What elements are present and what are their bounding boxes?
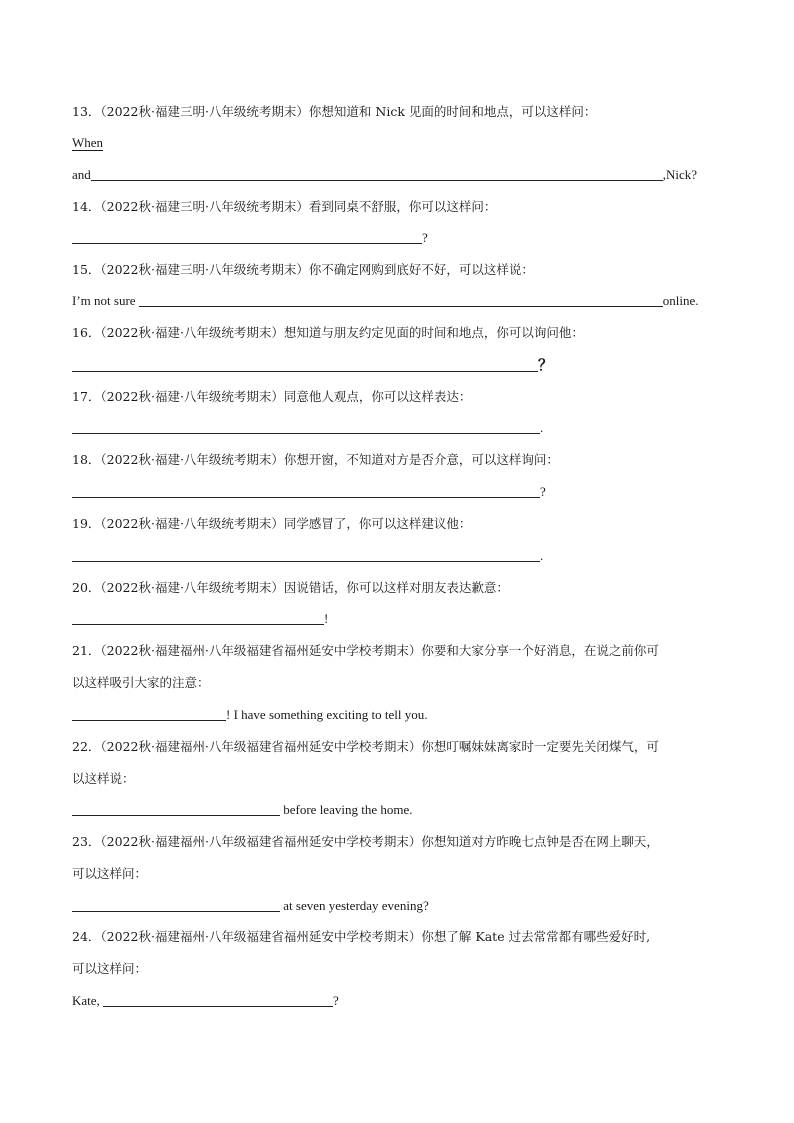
question-16-answer-line — [72, 357, 732, 374]
question-14-blank[interactable] — [72, 230, 422, 244]
question-16-suffix: ？ — [538, 356, 554, 374]
question-15-suffix: online. — [662, 293, 699, 308]
question-22-answer-line — [72, 802, 732, 818]
question-18-answer-line — [72, 484, 732, 500]
question-22-prompt: 22．（2022秋·福建福州·八年级福建省福州延安中学校考期末）你想叮嘱妹妹离家时一定要先关闭煤气，可 — [72, 739, 659, 754]
question-23-blank[interactable] — [72, 898, 280, 912]
question-24-blank[interactable] — [103, 993, 333, 1007]
question-13-line-1-prefix: When — [72, 135, 104, 150]
question-16-blank[interactable] — [72, 358, 538, 372]
question-13-answer-line-2 — [72, 167, 732, 183]
question-22-suffix: before leaving the home. — [280, 802, 413, 817]
question-20-suffix: ! — [324, 611, 329, 626]
question-17-answer-line — [72, 420, 732, 436]
question-23-suffix: at seven yesterday evening? — [280, 898, 429, 913]
question-17-blank[interactable] — [72, 420, 540, 434]
question-19-answer-line — [72, 548, 732, 564]
question-13-line-2-prefix: and — [72, 167, 91, 182]
question-23-prompt-continued: 可以这样问： — [72, 866, 148, 881]
question-22-prompt-continued: 以这样说： — [72, 771, 135, 786]
question-15-prefix: I’m not sure — [72, 293, 136, 308]
question-15-prompt: 15．（2022秋·福建三明·八年级统考期末）你不确定网购到底好不好，可以这样说： — [72, 262, 534, 277]
question-17-prompt: 17．（2022秋·福建·八年级统考期末）同意他人观点，你可以这样表达： — [72, 389, 472, 404]
question-21-prompt: 21．（2022秋·福建福州·八年级福建省福州延安中学校考期末）你要和大家分享一个好消息，在说之前你可 — [72, 643, 659, 658]
question-17-suffix: . — [540, 420, 544, 435]
question-14-answer-line — [72, 230, 732, 246]
question-22-blank[interactable] — [72, 802, 280, 816]
question-19-blank[interactable] — [72, 548, 540, 562]
question-13-prompt: 13．（2022秋·福建三明·八年级统考期末）你想知道和 Nick 见面的时间和地点，可以这样问： — [72, 104, 597, 119]
question-13-answer-line-1 — [72, 135, 732, 151]
question-23-answer-line — [72, 898, 732, 914]
question-13-blank[interactable] — [91, 167, 663, 181]
question-24-answer-line — [72, 993, 732, 1009]
question-19-prompt: 19．（2022秋·福建·八年级统考期末）同学感冒了，你可以这样建议他： — [72, 516, 472, 531]
question-16-prompt: 16．（2022秋·福建·八年级统考期末）想知道与朋友约定见面的时间和地点，你可以询问他： — [72, 325, 584, 340]
question-18-prompt: 18．（2022秋·福建·八年级统考期末）你想开窗，不知道对方是否介意，可以这样询问： — [72, 452, 559, 467]
question-15-answer-line — [72, 293, 732, 309]
question-21-blank[interactable] — [72, 707, 226, 721]
question-21-prompt-continued: 以这样吸引大家的注意： — [72, 675, 210, 690]
question-20-answer-line — [72, 611, 732, 627]
question-21-suffix: ! I have something exciting to tell you. — [226, 707, 428, 722]
question-24-suffix: ? — [333, 993, 339, 1008]
question-23-prompt: 23．（2022秋·福建福州·八年级福建省福州延安中学校考期末）你想知道对方昨晚七点钟是否在网上聊天， — [72, 834, 659, 849]
question-19-suffix: . — [540, 548, 544, 563]
question-24-prompt: 24．（2022秋·福建福州·八年级福建省福州延安中学校考期末）你想了解 Kate 过去常常都有哪些爱好时, — [72, 929, 651, 944]
question-20-prompt: 20．（2022秋·福建·八年级统考期末）因说错话，你可以这样对朋友表达歉意： — [72, 580, 509, 595]
question-14-suffix: ? — [422, 230, 428, 245]
question-24-prompt-continued: 可以这样问： — [72, 961, 148, 976]
question-21-answer-line — [72, 707, 732, 723]
question-18-suffix: ? — [540, 484, 546, 499]
question-13-line-2-suffix: ,Nick? — [662, 167, 698, 182]
question-15-blank[interactable] — [139, 293, 663, 307]
question-24-prefix: Kate, — [72, 993, 100, 1008]
question-20-blank[interactable] — [72, 611, 324, 625]
question-18-blank[interactable] — [72, 484, 540, 498]
question-14-prompt: 14．（2022秋·福建三明·八年级统考期末）看到同桌不舒服，你可以这样问： — [72, 199, 497, 214]
